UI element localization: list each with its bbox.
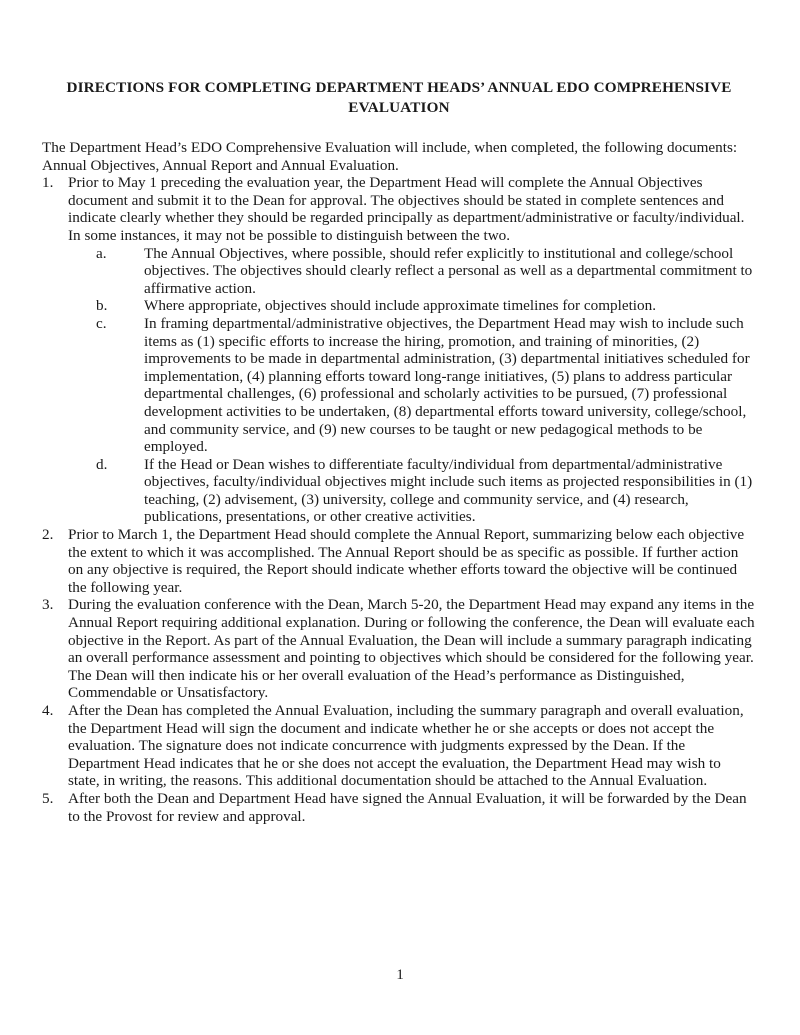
intro-paragraph: The Department Head’s EDO Comprehensive Evaluation will include, when completed, the following documents: Annual Objectives, Annual Report and Annual Evaluation.	[42, 139, 738, 174]
sub-list-item-marker: b.	[96, 297, 108, 315]
document-body	[42, 78, 756, 825]
sub-list-item	[68, 456, 756, 526]
sub-list	[68, 245, 756, 527]
sub-list-item-marker: c.	[96, 314, 107, 332]
list-item-marker: 3.	[42, 596, 54, 614]
list-item	[42, 702, 756, 790]
sub-list-item-text: The Annual Objectives, where possible, should refer explicitly to institutional and college/school objectives. The objectives should clearly reflect a personal as well as a departmental commitment to affirmative action.	[144, 244, 753, 297]
sub-list-item-marker: d.	[96, 455, 108, 473]
list-item	[42, 790, 756, 825]
list-item-marker: 2.	[42, 526, 54, 544]
list-item-marker: 1.	[42, 174, 54, 192]
sub-list-item-text: Where appropriate, objectives should include approximate timelines for completion.	[144, 297, 656, 315]
list-item-text: After the Dean has completed the Annual Evaluation, including the summary paragraph and overall evaluation, the Department Head will sign the document and indicate whether he or she accepts or does not accept the evaluation. The signature does not indicate concurrence with judgments expressed by the Dean. If the Department Head indicates that he or she does not accept the evaluation, the Department Head may wish to state, in writing, the reasons. This additional documentation should be attached to the Annual Evaluation.	[68, 702, 744, 790]
document-title: DIRECTIONS FOR COMPLETING DEPARTMENT HEADS’ ANNUAL EDO COMPREHENSIVE EVALUATION	[66, 79, 732, 116]
list-item	[42, 526, 756, 596]
sub-list-item-text: In framing departmental/administrative objectives, the Department Head may wish to include such items as (1) specific efforts to increase the hiring, promotion, and training of minorities, (2) improvements to be made in departmental administration, (3) departmental initiatives scheduled for implementation, (4) planning efforts toward long-range initiatives, (5) plans to address particular departmental challenges, (6) professional and scholarly activities to be pursued, (7) professional development activities to be undertaken, (8) departmental efforts toward university, college/school, and community service, and (9) new courses to be taught or new pedagogical methods to be employed.	[144, 314, 750, 456]
sub-list-item	[68, 297, 756, 315]
sub-list-item	[68, 245, 756, 298]
list-item-marker: 5.	[42, 789, 54, 807]
list-item	[42, 596, 756, 702]
list-item-text: During the evaluation conference with the Dean, March 5-20, the Department Head may expand any items in the Annual Report requiring additional explanation. During or following the conference, the Dean will evaluate each objective in the Report. As part of the Annual Evaluation, the Dean will include a summary paragraph indicating an overall performance assessment and pointing to objectives which should be considered for the following year. The Dean will then indicate his or her overall evaluation of the Head’s performance as Distinguished, Commendable or Unsatisfactory.	[68, 596, 755, 702]
page-number: 1	[396, 966, 404, 983]
sub-list-item-text: If the Head or Dean wishes to differentiate faculty/individual from departmental/administrative objectives, faculty/individual objectives might include such items as projected responsibilities in (1) teaching, (2) advisement, (3) university, college and community service, and (4) research, publications, presentations, or other creative activities.	[144, 455, 753, 526]
list-item	[42, 174, 756, 526]
list-item-text: After both the Dean and Department Head have signed the Annual Evaluation, it will be forwarded by the Dean to the Provost for review and approval.	[68, 789, 747, 825]
list-item-text: Prior to March 1, the Department Head should complete the Annual Report, summarizing below each objective the extent to which it was accomplished. The Annual Report should be as specific as possible. If further action on any objective is required, the Report should indicate whether efforts toward the objective will be continued the following year.	[68, 526, 745, 596]
sub-list-item-marker: a.	[96, 244, 107, 262]
sub-list-item	[68, 315, 756, 456]
list-item-text: Prior to May 1 preceding the evaluation year, the Department Head will complete the Annual Objectives document and submit it to the Dean for approval. The objectives should be stated in complete sentences and indicate clearly whether they should be regarded principally as department/administrative or faculty/individual. In some instances, it may not be possible to distinguish between the two.	[68, 174, 745, 244]
list-item-marker: 4.	[42, 702, 54, 719]
directions-list	[42, 174, 756, 825]
